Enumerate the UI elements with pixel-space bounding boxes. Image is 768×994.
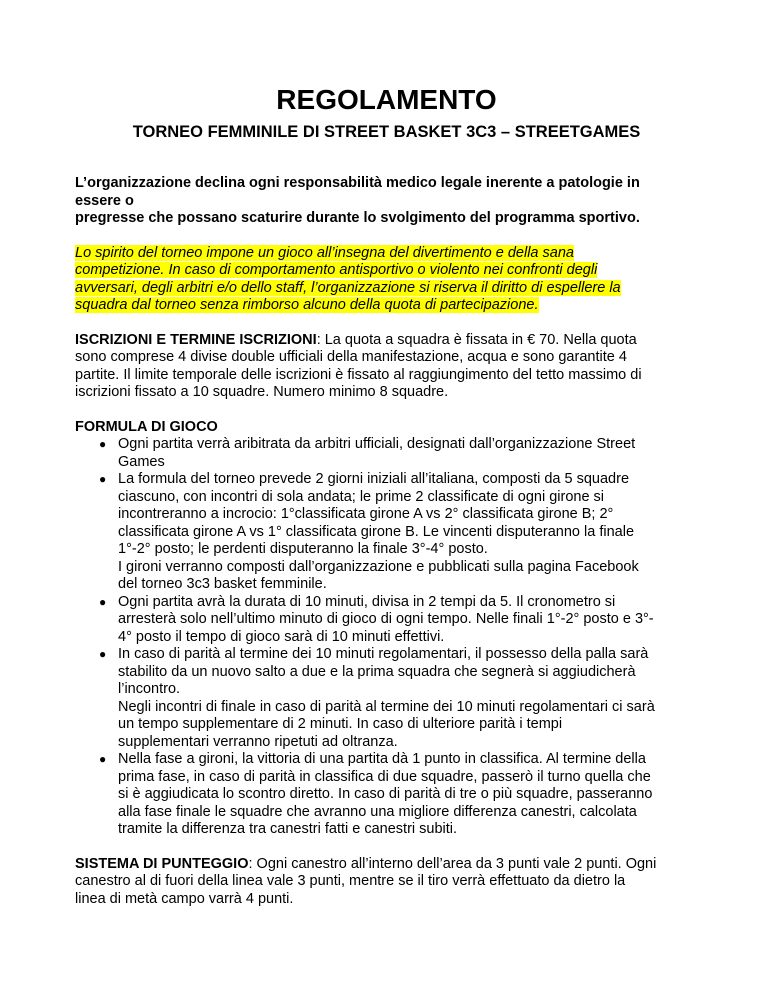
liability-disclaimer <box>75 175 690 228</box>
rule-text: un tempo supplementare di 2 minuti. In caso di ulteriore parità i tempi <box>118 716 563 732</box>
rule-text: 1°-2° posto; le perdenti disputeranno la finale 3°-4° posto. <box>118 541 488 557</box>
disclaimer-line: L’organizzazione declina ogni responsabilità medico legale inerente a patologie in <box>75 175 640 191</box>
scoring-text: linea di metà campo varrà 4 punti. <box>75 890 294 907</box>
list-item <box>75 594 690 647</box>
rule-text: del torneo 3c3 basket femminile. <box>118 576 327 592</box>
document-subtitle: TORNEO FEMMINILE DI STREET BASKET 3C3 – STREETGAMES <box>132 123 641 141</box>
scoring-text: : Ogni canestro all’interno dell’area da 3 punti vale 2 punti. Ogni <box>248 855 657 872</box>
rule-text: tramite la differenza tra canestri fatti e canestri subiti. <box>118 821 458 837</box>
game-formula-list <box>75 436 690 839</box>
rule-text: incontreranno a incrocio: 1°classificata girone A vs 2° classificata girone B; 2° <box>118 506 614 522</box>
rule-text: Ogni partita verrà aribitrata da arbitri ufficiali, designati dall’organizzazione Street <box>118 436 636 452</box>
rule-text: I gironi verranno composti dall’organizzazione e pubblicati sulla pagina Facebook <box>118 558 639 575</box>
bullet-icon: ● <box>99 752 107 766</box>
rule-text: La formula del torneo prevede 2 giorni iniziali all’italiana, composti da 5 squadre <box>118 471 630 487</box>
rule-text: Ogni partita avrà la durata di 10 minuti, divisa in 2 tempi da 5. Il cronometro si <box>118 593 616 610</box>
highlighted-text: squadra dal torneo senza rimborso alcuno della quota di partecipazione. <box>75 297 539 313</box>
highlighted-text: competizione. In caso di comportamento antisportivo o violento nei confronti degli <box>75 262 598 278</box>
scoring-heading: SISTEMA DI PUNTEGGIO <box>75 855 249 872</box>
rule-text: ciascuno, con incontri di sola andata; le prime 2 classificate di ogni girone si <box>118 488 605 505</box>
registration-text: iscrizioni fissato a 10 squadre. Numero minimo 8 squadre. <box>75 384 449 400</box>
rule-text: alla fase finale le squadre che avranno una migliore differenza canestri, calcolata <box>118 803 637 820</box>
list-item <box>75 471 690 594</box>
bullet-icon: ● <box>99 472 107 486</box>
bullet-icon: ● <box>99 437 107 451</box>
registration-heading: ISCRIZIONI E TERMINE ISCRIZIONI <box>75 331 317 348</box>
rule-text: Games <box>118 453 165 470</box>
rule-text: classificata girone A vs 1° classificata girone B. Le vincenti disputeranno la finale <box>118 523 635 540</box>
registration-text: : La quota a squadra è fissata in € 70. Nella quota <box>316 331 637 348</box>
disclaimer-line: essere o <box>75 192 134 209</box>
rule-text: arresterà solo nell’ultimo minuto di gioco di ogni tempo. Nelle finali 1°-2° posto e 3°- <box>118 611 654 627</box>
rule-text: In caso di parità al termine dei 10 minuti regolamentari, il possesso della palla sarà <box>118 646 649 662</box>
tournament-spirit-paragraph <box>75 245 690 315</box>
highlighted-text: Lo spirito del torneo impone un gioco all’insegna del divertimento e della sana <box>75 244 574 261</box>
registration-section <box>75 332 690 402</box>
game-formula-heading: FORMULA DI GIOCO <box>75 418 218 435</box>
list-item <box>75 646 690 751</box>
registration-text: partite. Il limite temporale delle iscrizioni è fissato al raggiungimento del tetto massimo di <box>75 366 642 383</box>
rule-text: Nella fase a gironi, la vittoria di una partita dà 1 punto in classifica. Al termine della <box>118 751 646 767</box>
bullet-icon: ● <box>99 594 107 609</box>
rule-text: l’incontro. <box>118 681 181 697</box>
scoring-section <box>75 856 690 909</box>
list-item <box>75 436 690 471</box>
scoring-text: canestro al di fuori della linea vale 3 punti, mentre se il tiro verrà effettuato da dietro la <box>75 873 626 889</box>
bullet-icon: ● <box>99 647 107 661</box>
rule-text: si è aggiudicata lo scontro diretto. In caso di parità di tre o più squadre, passeranno <box>118 786 653 802</box>
rule-text: prima fase, in caso di parità in classifica di due squadre, passerò il turno quella che <box>118 768 651 785</box>
disclaimer-line: pregresse che possano scaturire durante lo svolgimento del programma sportivo. <box>75 210 640 226</box>
list-item <box>75 751 690 839</box>
registration-text: sono comprese 4 divise double ufficiali della manifestazione, acqua e sono garantite 4 <box>75 349 627 365</box>
rule-text: 4° posto il tempo di gioco sarà di 10 minuti effettivi. <box>118 628 445 645</box>
rule-text: Negli incontri di finale in caso di parità al termine dei 10 minuti regolamentari ci sarà <box>118 698 655 715</box>
highlighted-text: avversari, degli arbitri e/o dello staff, l’organizzazione si riserva il diritto di espellere la <box>75 279 621 296</box>
rule-text: supplementari verranno ripetuti ad oltranza. <box>118 733 398 750</box>
document-title: REGOLAMENTO <box>276 84 497 115</box>
rule-text: stabilito da un nuovo salto a due e la prima squadra che segnerà si aggiudicherà <box>118 663 636 680</box>
